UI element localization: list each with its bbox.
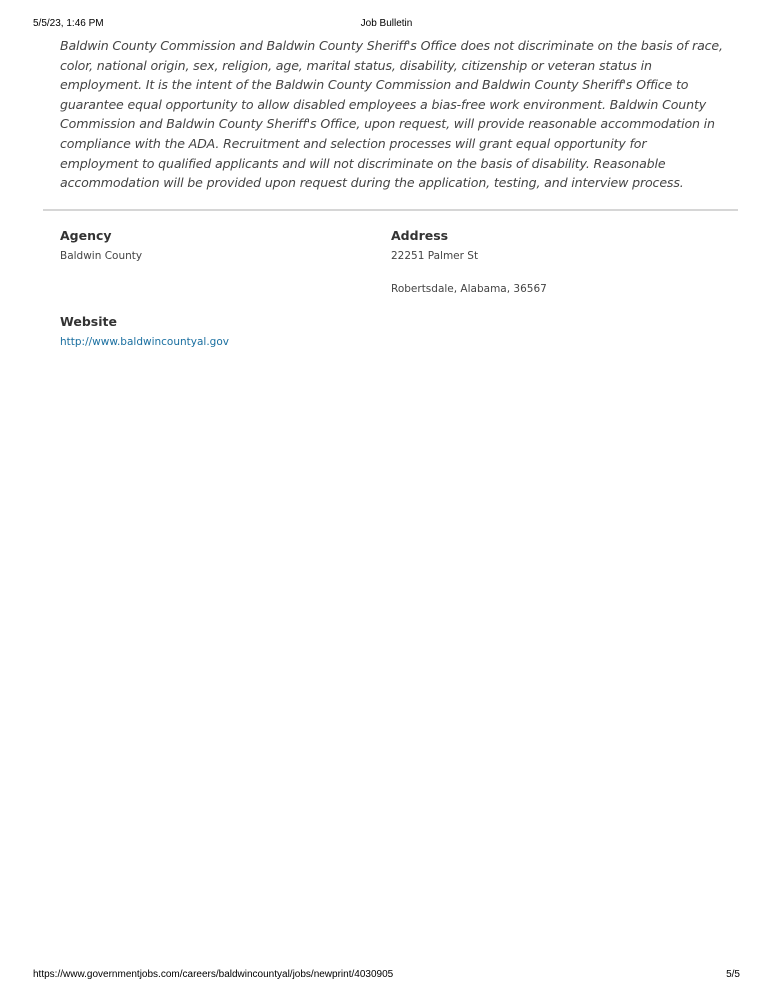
print-header — [33, 18, 740, 32]
agency-value: Baldwin County — [60, 250, 143, 262]
print-datetime: 5/5/23, 1:46 PM — [33, 18, 104, 29]
print-footer — [33, 969, 740, 983]
website-label: Website — [60, 314, 117, 329]
section-divider — [43, 209, 738, 211]
print-title: Job Bulletin — [360, 18, 413, 29]
website-link[interactable]: http://www.baldwincountyal.gov — [60, 336, 229, 348]
website-block — [60, 336, 229, 348]
print-footer-url: https://www.governmentjobs.com/careers/baldwincountyal/jobs/newprint/4030905 — [33, 969, 394, 980]
page-number: 5/5 — [726, 969, 740, 980]
address-line2: Robertsdale, Alabama, 36567 — [391, 283, 547, 295]
address-label: Address — [391, 228, 449, 243]
address-line1: 22251 Palmer St — [391, 250, 479, 262]
eeo-statement: Baldwin County Commission and Baldwin County Sheriff's Office does not discriminate on the basis of race, color, national origin, sex, religion, age, marital status, disability, citizenship or veteran status in employment. It is the intent of the Baldwin County Commission and Baldwin County Sheriff's Office to guarantee equal opportunity to allow disabled employees a bias-free work environment. Baldwin County Commission and Baldwin County Sheriff's Office, upon request, will provide reasonable accommodation in compliance with the ADA. Recruitment and selection processes will grant equal opportunity for employment to qualified applicants and will not discriminate on the basis of disability. Reasonable accommodation will be provided upon request during the application, testing, and interview process. — [60, 38, 723, 191]
agency-label: Agency — [60, 228, 112, 243]
